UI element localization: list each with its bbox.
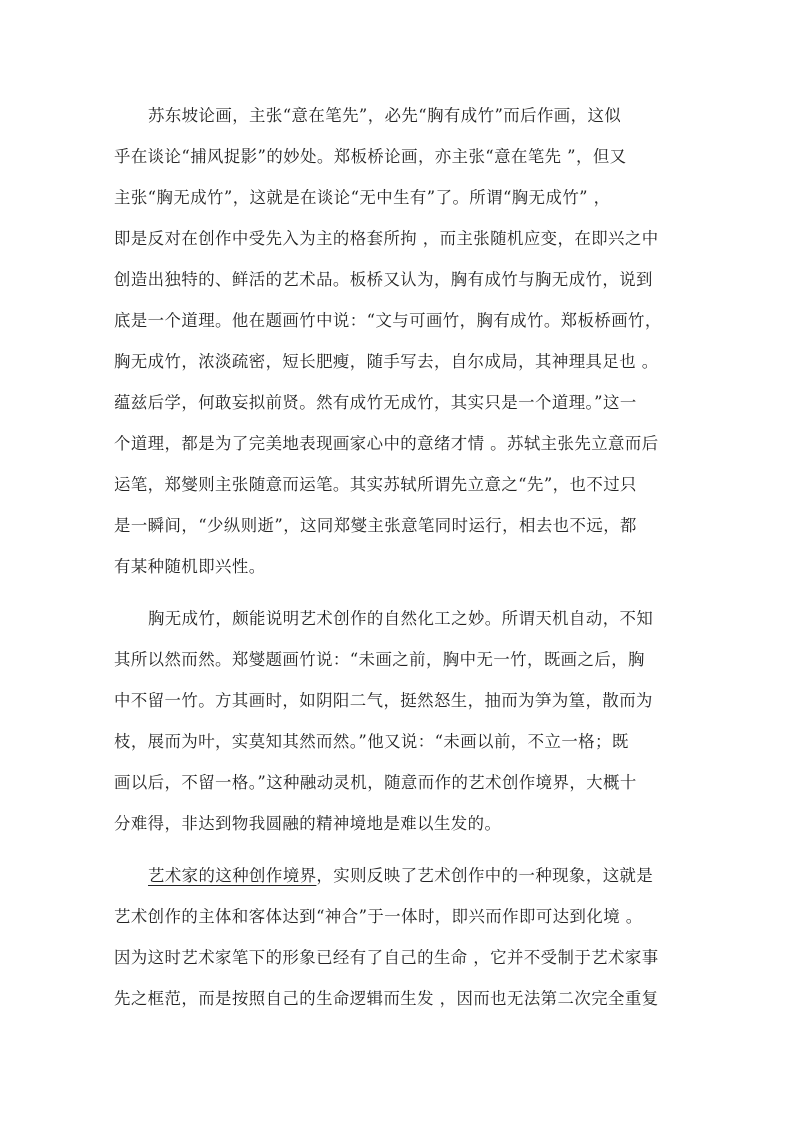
text-line: 主张“胸无成竹”，这就是在谈论“无中生有”了。所谓“胸无成竹” ， (114, 188, 611, 207)
text-line (148, 864, 678, 888)
text-line: 胸无成竹，颇能说明艺术创作的自然化工之妙。所谓天机自动，不知 (148, 609, 654, 628)
text-span: ，实则反映了艺术创作中的一种现象，这就是 (316, 866, 654, 885)
text-line: 创造出独特的、鲜活的艺术品。板桥又认为，胸有成竹与胸无成竹，说到 (114, 270, 653, 289)
text-line: 乎在谈论“捕风捉影”的妙处。郑板桥论画，亦主张“意在笔先 ”，但又 (114, 147, 627, 166)
text-line: 中不留一竹。方其画时，如阴阳二气，挺然怒生，抽而为笋为篁，散而为 (114, 691, 653, 710)
text-line: 因为这时艺术家笔下的形象已经有了自己的生命 ，它并不受制于艺术家事 (114, 948, 659, 967)
text-line: 运笔，郑燮则主张随意而运笔。其实苏轼所谓先立意之“先”，也不过只 (114, 475, 637, 494)
text-line: 是一瞬间，“少纵则逝”，这同郑燮主张意笔同时运行，相去也不远，都 (114, 516, 637, 535)
text-line: 其所以然而然。郑燮题画竹说：“未画之前，胸中无一竹，既画之后，胸 (114, 650, 645, 669)
text-line: 蕴兹后学，何敢妄拟前贤。然有成竹无成竹，其实只是一个道理。”这一 (114, 393, 637, 412)
text-line: 即是反对在创作中受先入为主的格套所拘 ，而主张随机应变，在即兴之中 (114, 229, 659, 248)
text-line: 胸无成竹，浓淡疏密，短长肥瘦，随手写去，自尔成局，其神理具足也 。 (114, 352, 659, 371)
text-line: 艺术创作的主体和客体达到“神合”于一体时，即兴而作即可达到化境 。 (114, 907, 643, 926)
text-line: 有某种随机即兴性。 (114, 557, 266, 576)
underlined-phrase: 艺术家的这种创作境界 (148, 866, 317, 885)
text-line: 枝，展而为叶，实莫知其然而然。”他又说：“未画以前，不立一格；既 (114, 732, 629, 751)
text-line: 底是一个道理。他在题画竹中说：“文与可画竹，胸有成竹。郑板桥画竹， (114, 311, 662, 330)
text-line: 分难得，非达到物我圆融的精神境地是难以生发的。 (114, 814, 502, 833)
text-line: 先之框范，而是按照自己的生命逻辑而生发 ，因而也无法第二次完全重复 (114, 989, 659, 1008)
text-line: 苏东坡论画，主张“意在笔先”，必先“胸有成竹”而后作画，这似 (148, 106, 622, 125)
text-line: 画以后，不留一格。”这种融动灵机，随意而作的艺术创作境界，大概十 (114, 773, 637, 792)
text-line: 个道理，都是为了完美地表现画家心中的意绪才情 。苏轼主张先立意而后 (114, 434, 659, 453)
